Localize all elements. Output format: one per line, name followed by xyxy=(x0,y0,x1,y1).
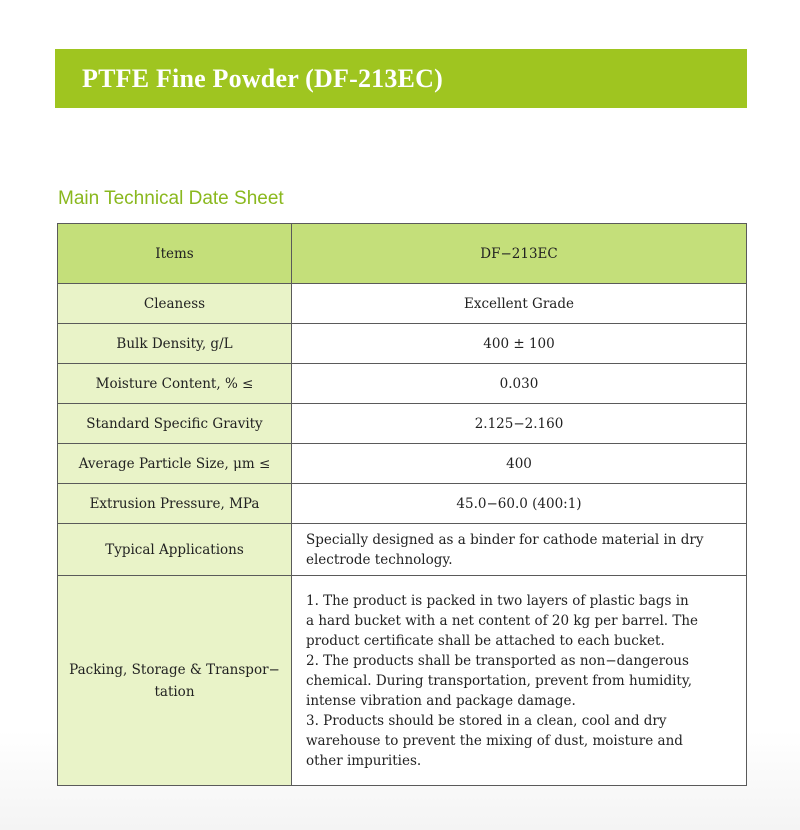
row-label-extrusion-pressure: Extrusion Pressure, MPa xyxy=(58,484,292,524)
table-row xyxy=(58,284,747,324)
packing-line: product certificate shall be attached to each bucket. xyxy=(306,632,665,649)
row-label-moisture: Moisture Content, % ≤ xyxy=(58,364,292,404)
row-value-moisture: 0.030 xyxy=(292,364,747,404)
row-value-packing xyxy=(292,576,747,786)
row-label-packing xyxy=(58,576,292,786)
packing-line: 2. The products shall be transported as non−dangerous xyxy=(306,652,689,669)
row-label-particle-size: Average Particle Size, μm ≤ xyxy=(58,444,292,484)
header-items: Items xyxy=(58,224,292,284)
table-row xyxy=(58,324,747,364)
packing-line: 1. The product is packed in two layers of plastic bags in xyxy=(306,592,689,609)
packing-line: warehouse to prevent the mixing of dust, moisture and xyxy=(306,732,683,749)
row-label-cleaness: Cleaness xyxy=(58,284,292,324)
row-value-applications: Specially designed as a binder for cathode material in dry electrode technology. xyxy=(292,524,747,576)
technical-data-table xyxy=(57,223,747,786)
page-banner xyxy=(55,49,747,108)
row-value-specific-gravity: 2.125−2.160 xyxy=(292,404,747,444)
row-value-cleaness: Excellent Grade xyxy=(292,284,747,324)
packing-line: other impurities. xyxy=(306,752,422,769)
row-value-particle-size: 400 xyxy=(292,444,747,484)
packing-line: intense vibration and package damage. xyxy=(306,692,576,709)
row-label-bulk-density: Bulk Density, g/L xyxy=(58,324,292,364)
header-product: DF−213EC xyxy=(292,224,747,284)
table-header-row xyxy=(58,224,747,284)
table-row xyxy=(58,444,747,484)
banner-title: PTFE Fine Powder (DF-213EC) xyxy=(82,63,443,93)
packing-label-line: tation xyxy=(154,683,195,700)
section-title: Main Technical Date Sheet xyxy=(58,188,284,209)
row-label-specific-gravity: Standard Specific Gravity xyxy=(58,404,292,444)
packing-line: a hard bucket with a net content of 20 kg per barrel. The xyxy=(306,612,699,629)
row-label-applications: Typical Applications xyxy=(58,524,292,576)
packing-line: chemical. During transportation, prevent from humidity, xyxy=(306,672,692,689)
table-row xyxy=(58,576,747,786)
table-row xyxy=(58,524,747,576)
table-row xyxy=(58,404,747,444)
row-value-extrusion-pressure: 45.0−60.0 (400:1) xyxy=(292,484,747,524)
table-row xyxy=(58,364,747,404)
row-value-bulk-density: 400 ± 100 xyxy=(292,324,747,364)
packing-label-line: Packing, Storage & Transpor− xyxy=(69,661,280,678)
packing-line: 3. Products should be stored in a clean, cool and dry xyxy=(306,712,667,729)
table-row xyxy=(58,484,747,524)
